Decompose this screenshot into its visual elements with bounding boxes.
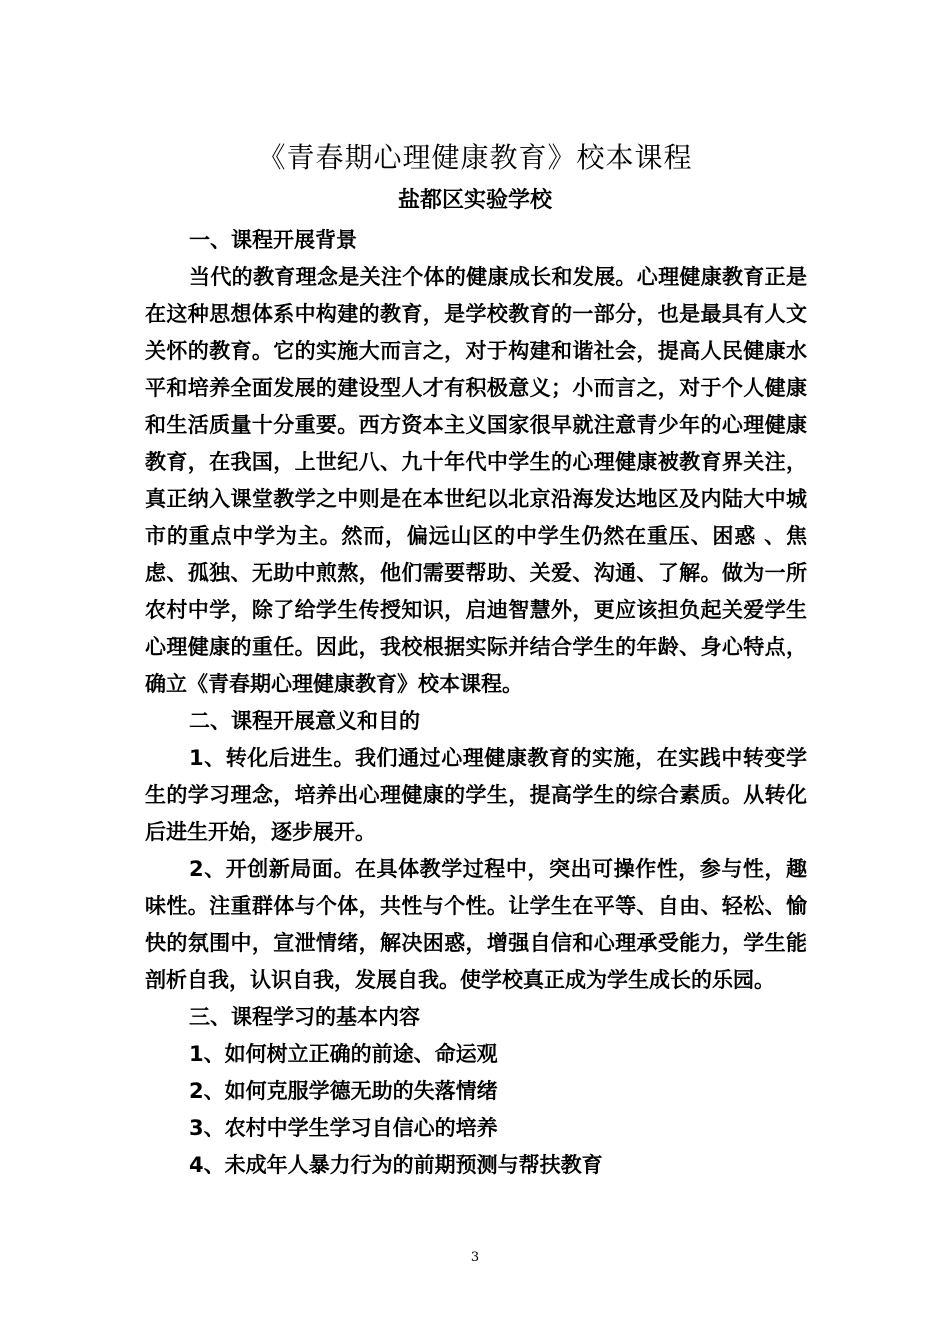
section-3-list-item: 4、未成年人暴力行为的前期预测与帮扶教育: [189, 1153, 603, 1177]
page-number: 3: [470, 1250, 480, 1265]
document-subtitle: 盐都区实验学校: [397, 188, 552, 213]
section-2-paragraph-1: 1、转化后进生。我们通过心理健康教育的实施，在实践中转变学生的学习理念，培养出心理健康的学生，提高学生的综合素质。从转化后进生开始，逐步展开。: [145, 746, 807, 844]
document-title: 《青春期心理健康教育》校本课程: [257, 141, 693, 174]
section-3-list-item: 1、如何树立正确的前途、命运观: [189, 1042, 498, 1066]
section-2-paragraph-2: 2、开创新局面。在具体教学过程中，突出可操作性，参与性，趣味性。注重群体与个体，共性与个性。让学生在平等、自由、轻松、愉快的氛围中，宣泄情绪，解决困惑，增强自信和心理承受能力，学生能剖析自我，认识自我，发展自我。使学校真正成为学生成长的乐园。: [145, 857, 807, 992]
section-3-heading: 三、课程学习的基本内容: [189, 1005, 420, 1029]
section-1-heading: 一、课程开展背景: [189, 228, 357, 252]
section-2-heading: 二、课程开展意义和目的: [189, 709, 420, 733]
section-3-list-item: 3、农村中学生学习自信心的培养: [189, 1116, 498, 1140]
section-3-list-item: 2、如何克服学德无助的失落情绪: [189, 1079, 498, 1103]
document-body: [145, 222, 807, 1184]
section-1-paragraph: 当代的教育理念是关注个体的健康成长和发展。心理健康教育正是在这种思想体系中构建的教育，是学校教育的一部分，也是最具有人文关怀的教育。它的实施大而言之，对于构建和谐社会，提高人民健康水平和培养全面发展的建设型人才有积极意义；小而言之，对于个人健康和生活质量十分重要。西方资本主义国家很早就注意青少年的心理健康教育，在我国，上世纪八、九十年代中学生的心理健康被教育界关注，真正纳入课堂教学之中则是在本世纪以北京沿海发达地区及内陆大中城市的重点中学为主。然而，偏远山区的中学生仍然在重压、困惑 、焦虑、孤独、无助中煎熬，他们需要帮助、关爱、沟通、了解。做为一所农村中学，除了给学生传授知识，启迪智慧外，更应该担负起关爱学生心理健康的重任。因此，我校根据实际并结合学生的年龄、身心特点，确立《青春期心理健康教育》校本课程。: [145, 265, 807, 696]
